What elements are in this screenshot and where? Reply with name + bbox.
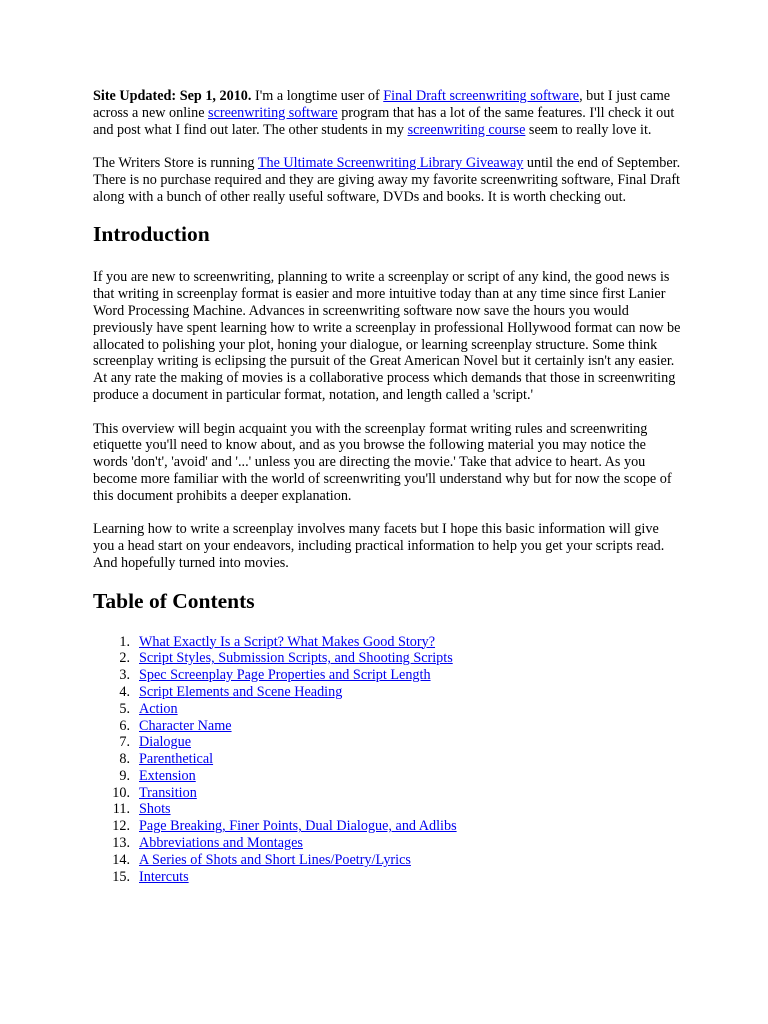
toc-item-link[interactable]: Script Elements and Scene Heading [139,683,343,700]
toc-item-link[interactable]: Extension [139,767,196,784]
toc-item-number: 2. [119,650,130,667]
toc-item [93,751,683,768]
update-label: Site Updated: Sep 1, 2010. [93,88,252,104]
intro-paragraph-2: This overview will begin acquaint you with the screenplay format writing rules and screenwriting etiquette you'll need to know about, and as you browse the following material you may notice the words 'don't', 'avoid' and '...' unless you are directing the movie.' Take that advice to heart. As you become more familiar with the world of screenwriting you'll understand why but for now the scope of this document prohibits a deeper explanation. [93,420,672,504]
toc-item-number: 5. [119,700,130,717]
introduction-heading: Introduction [93,222,210,247]
update-text-3: program that has a lot of the same features. I'll check it out and post what I find out later. The other students in my [93,104,675,138]
toc-item [93,684,683,701]
toc-item-link[interactable]: Character Name [139,717,232,734]
toc-item-number: 6. [119,717,130,734]
toc-item-number: 14. [112,851,130,868]
intro-paragraph-1: If you are new to screenwriting, planning to write a screenplay or script of any kind, the good news is that writing in screenplay format is easier and more intuitive today than at any time since first Lanier Word Processing Machine. Advances in screenwriting software now save the hours you would previously have spent learning how to write a screenplay in professional Hollywood format can now be allocated to polishing your plot, honing your dialogue, or learning screenplay structure. Some think screenplay writing is eclipsing the pursuit of the Great American Novel but it certainly isn't any easier. At any rate the making of movies is a collaborative process which demands that those in screenwriting produce a document in particular format, notation, and length called a 'script.' [93,269,681,403]
toc-item [93,785,683,802]
toc-item-number: 1. [119,633,130,650]
toc-item [93,718,683,735]
toc-item-number: 12. [112,818,130,835]
toc-item [93,818,683,835]
toc-item-link[interactable]: Script Styles, Submission Scripts, and Shooting Scripts [139,650,453,667]
toc-item [93,650,683,667]
toc-item-link[interactable]: Page Breaking, Finer Points, Dual Dialogue, and Adlibs [139,818,457,835]
toc-item [93,835,683,852]
toc-item-number: 10. [112,784,130,801]
toc-item-number: 15. [112,868,130,885]
toc-item-link[interactable]: Action [139,700,178,717]
toc-item-link[interactable]: Spec Screenplay Page Properties and Script Length [139,667,431,684]
toc-item-link[interactable]: What Exactly Is a Script? What Makes Good Story? [139,633,436,650]
toc-item [93,667,683,684]
toc-item-number: 4. [119,683,130,700]
toc-item [93,869,683,886]
store-text-2: until the end of September. There is no purchase required and they are giving away my favorite screenwriting software, Final Draft along with a bunch of other really useful software, DVDs and books. It is worth checking out. [93,155,681,205]
toc-item [93,734,683,751]
toc-item-link[interactable]: Abbreviations and Montages [139,835,303,852]
toc-item-number: 9. [119,767,130,784]
toc-item-number: 13. [112,835,130,852]
toc-item-number: 7. [119,734,130,751]
final-draft-link[interactable]: Final Draft screenwriting software [383,88,580,104]
writers-store-paragraph [93,155,683,205]
update-text-2: , but I just came across a new online [93,88,671,121]
table-of-contents-list [93,634,683,886]
table-of-contents-heading: Table of Contents [93,588,255,613]
giveaway-link[interactable]: The Ultimate Screenwriting Library Giveaway [257,155,524,172]
toc-item-link[interactable]: Transition [139,784,197,801]
toc-item-link[interactable]: Parenthetical [139,751,214,768]
toc-item [93,634,683,651]
toc-item-number: 8. [119,751,130,768]
article [93,88,683,885]
toc-item-link[interactable]: Shots [139,801,171,818]
screenwriting-software-link[interactable]: screenwriting software [208,104,338,121]
toc-item [93,801,683,818]
toc-item-link[interactable]: Intercuts [139,868,189,885]
update-text-1: I'm a longtime user of [251,88,384,104]
update-paragraph [93,88,683,138]
toc-item-number: 3. [119,667,130,684]
update-text-4: seem to really love it. [525,121,652,138]
toc-item [93,701,683,718]
toc-item-link[interactable]: A Series of Shots and Short Lines/Poetry/Lyrics [139,851,411,868]
toc-item-link[interactable]: Dialogue [139,734,192,751]
toc-item-number: 11. [112,801,130,818]
screenwriting-course-link[interactable]: screenwriting course [407,121,526,138]
intro-paragraph-3: Learning how to write a screenplay involves many facets but I hope this basic information will give you a head start on your endeavors, including practical information to help you get your scripts read. And hopefully turned into movies. [93,521,665,571]
store-text-1: The Writers Store is running [93,155,258,172]
toc-item [93,852,683,869]
toc-item [93,768,683,785]
